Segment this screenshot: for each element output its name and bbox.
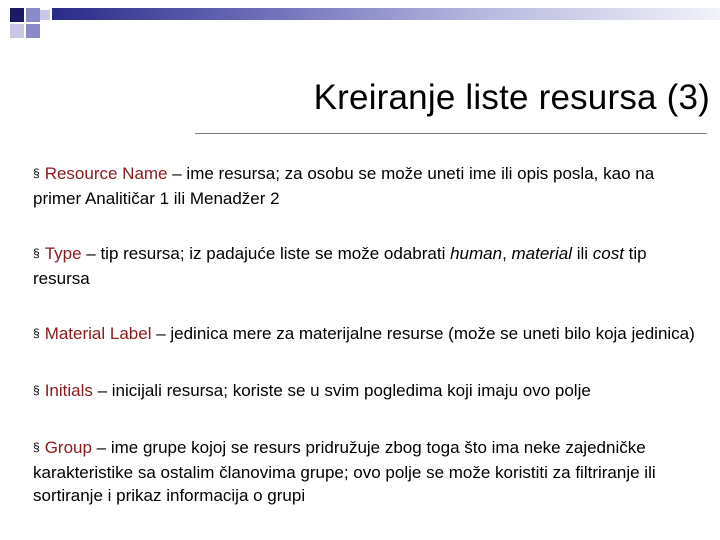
corner-square-mid	[26, 8, 40, 22]
corner-square-mid-2	[26, 24, 40, 38]
header-gradient-bar	[52, 8, 720, 20]
term-label: Group	[44, 438, 92, 457]
bullet-material-label	[33, 322, 703, 347]
bullet-resource-name	[33, 162, 703, 210]
term-label: Resource Name	[44, 164, 168, 183]
bullet-text: jedinica mere za materijalne resurse (može se uneti bilo koja jedinica)	[170, 324, 695, 343]
italic-term-material: material	[511, 244, 572, 263]
bullet-text: inicijali resursa; koriste se u svim pogledima koji imaju ovo polje	[111, 381, 591, 400]
bullet-marker-icon: §	[33, 166, 40, 180]
bullet-group	[33, 436, 703, 507]
bullet-text: ime resursa; za osobu se može uneti ime ili opis posla, kao na primer Analitičar 1 ili Menadžer 2	[33, 164, 655, 208]
corner-square-light	[10, 24, 24, 38]
separator: ,	[502, 244, 512, 263]
corner-square-dark	[10, 8, 24, 22]
bullet-text: tip resursa; iz padajuće liste se može odabrati	[100, 244, 451, 263]
bullet-type	[33, 242, 703, 290]
dash: –	[91, 438, 111, 457]
bullet-marker-icon: §	[33, 246, 40, 260]
dash: –	[92, 381, 112, 400]
italic-term-cost: cost	[592, 244, 624, 263]
corner-square-light-2	[40, 10, 50, 20]
dash: –	[81, 244, 101, 263]
bullet-marker-icon: §	[33, 383, 40, 397]
italic-term-human: human	[450, 244, 503, 263]
bullet-marker-icon: §	[33, 326, 40, 340]
bullet-text-after: tip resursa	[33, 244, 647, 288]
dash: –	[167, 164, 187, 183]
bullet-text: ime grupe kojoj se resurs pridružuje zbog toga što ima neke zajedničke karakteristike sa ostalim članovima grupe; ovo polje se može koristiti za filtriranje ili sortiranje i prikaz informacija o grupi	[33, 438, 656, 505]
term-label: Initials	[44, 381, 93, 400]
term-label: Type	[44, 244, 82, 263]
bullet-list	[33, 162, 703, 539]
term-label: Material Label	[44, 324, 152, 343]
bullet-initials	[33, 379, 703, 404]
dash: –	[151, 324, 171, 343]
separator: ili	[571, 244, 593, 263]
slide-title: Kreiranje liste resursa (3)	[313, 78, 710, 117]
bullet-marker-icon: §	[33, 440, 40, 454]
title-divider	[195, 133, 707, 134]
